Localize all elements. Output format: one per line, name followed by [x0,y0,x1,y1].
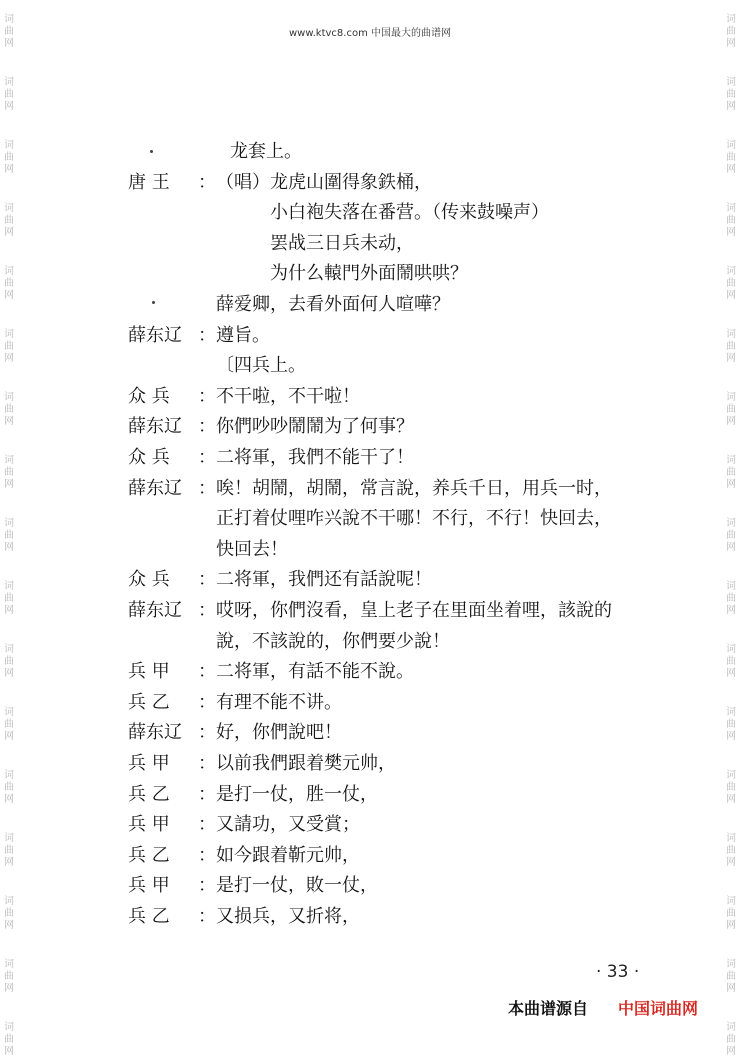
watermark-char: 网 [4,416,14,427]
watermark-char: 曲 [726,908,736,919]
watermark-char: 网 [4,857,14,868]
watermark-char: 网 [4,983,14,994]
speaker-name [128,381,216,413]
dialogue-line [0,564,740,596]
speck-mark [152,301,155,304]
dialogue-text: 遵旨。 [216,324,270,346]
continuation-text: 說，不該說的，你們要少說！ [216,630,450,652]
continuation-text: 薛爱卿，去看外面何人喧嘩？ [216,294,450,315]
watermark-char: 网 [4,542,14,553]
watermark-char: 词 [726,14,736,25]
watermark-char: 网 [4,38,14,49]
watermark-char: 曲 [726,467,736,478]
dialogue-text: 二将軍，有話不能不說。 [216,661,414,683]
watermark-char: 网 [4,731,14,742]
watermark-char: 词 [726,707,736,718]
speaker-name [128,595,216,627]
speaker-name [128,320,216,352]
watermark-char: 词 [4,266,14,277]
watermark-char: 词 [726,644,736,655]
speaker-colon: ： [198,385,216,407]
watermark-char: 网 [726,668,736,679]
speaker-colon: ： [198,447,216,468]
watermark-char: 词 [4,14,14,25]
watermark-char: 曲 [726,971,736,982]
speaker-name [128,656,216,688]
speaker-name [128,473,216,505]
speaker-colon: ： [198,722,216,744]
speaker-colon: ： [198,906,216,927]
speaker-label: 兵 甲 [128,814,170,836]
dialogue-text: 不干啦，不干啦！ [216,385,360,407]
speaker-name [128,687,216,719]
dialogue-text: 又請功，又受賞； [216,814,360,836]
speck-mark [150,150,153,153]
speaker-colon: ： [198,875,216,897]
dialogue-text: 二将軍，我們还有話說呢！ [216,569,432,591]
continuation-text: 小白袍失落在番营。（传来鼓噪声） [270,202,549,224]
page-number: · 33 · [596,962,640,982]
continuation-line [0,503,740,535]
dialogue-line [0,779,740,811]
speaker-name [128,167,216,199]
watermark-char: 曲 [726,656,736,667]
watermark-char: 曲 [726,26,736,37]
watermark-char: 词 [726,518,736,529]
dialogue-text: 如今跟着靳元帅， [216,844,360,866]
watermark-char: 曲 [726,530,736,541]
speaker-label: 薛东辽 [128,324,182,346]
watermark-char: 曲 [726,719,736,730]
watermark-char: 曲 [726,341,736,352]
continuation-line [0,258,740,290]
watermark-char: 网 [4,164,14,175]
speaker-label: 众 兵 [128,385,170,407]
continuation-text: 为什么轅門外面鬧哄哄？ [270,263,468,285]
speaker-label: 唐 王 [128,171,170,193]
watermark-char: 曲 [4,1034,14,1045]
watermark-char: 词 [4,203,14,214]
watermark-char: 词 [4,770,14,781]
watermark-char: 词 [726,833,736,844]
watermark-char: 网 [4,920,14,931]
watermark-char: 词 [726,392,736,403]
speaker-name [128,717,216,749]
watermark-char: 曲 [726,404,736,415]
watermark-char: 网 [4,668,14,679]
dialogue-line [0,595,740,627]
speaker-colon: ： [198,324,216,346]
dialogue-line [0,473,740,505]
watermark-char: 词 [726,266,736,277]
speaker-label: 兵 乙 [128,783,170,805]
dialogue-text: 是打一仗，胜一仗， [216,783,378,805]
watermark-char: 网 [726,983,736,994]
watermark-char: 网 [726,164,736,175]
speaker-name [128,870,216,902]
dialogue-line [0,442,740,474]
watermark-char: 曲 [726,782,736,793]
watermark-char: 网 [726,1046,736,1057]
watermark-char: 词 [4,896,14,907]
watermark-char: 词 [4,1022,14,1033]
continuation-line [0,626,740,658]
speaker-colon: ： [198,844,216,866]
watermark-char: 词 [4,140,14,151]
dialogue-text: 有理不能不讲。 [216,691,342,713]
watermark-char: 网 [726,38,736,49]
continuation-line [0,350,740,382]
speaker-label: 兵 乙 [128,844,170,866]
watermark-char: 网 [726,857,736,868]
watermark-char: 词 [4,959,14,970]
watermark-char: 曲 [726,593,736,604]
stage-direction-text: 龙套上。 [230,141,302,162]
watermark-char: 词 [726,140,736,151]
speaker-name [128,901,216,933]
watermark-char: 词 [4,392,14,403]
watermark-char: 网 [4,101,14,112]
dialogue-text: 又损兵，又折将， [216,906,360,927]
watermark-char: 曲 [4,278,14,289]
watermark-char: 词 [726,959,736,970]
watermark-char: 曲 [726,215,736,226]
watermark-char: 词 [4,581,14,592]
watermark-char: 词 [726,1022,736,1033]
continuation-line [0,289,740,321]
watermark-char: 曲 [4,404,14,415]
speaker-name [128,442,216,474]
watermark-char: 曲 [4,656,14,667]
footer-source-label: 本曲谱源自 [508,999,589,1018]
speaker-label: 兵 乙 [128,691,170,713]
footer-site-name: 中国词曲网 [618,999,699,1018]
speaker-name [128,779,216,811]
watermark-char: 词 [726,203,736,214]
watermark-char: 词 [4,707,14,718]
continuation-text: 〔四兵上。 [216,355,306,377]
dialogue-text: 以前我們跟着樊元帅， [216,753,396,774]
continuation-line [0,534,740,566]
dialogue-text: （唱）龙虎山圍得象鉄桶， [216,171,432,193]
dialogue-line [0,167,740,199]
watermark-char: 词 [726,77,736,88]
watermark-char: 曲 [4,593,14,604]
watermark-char: 曲 [4,341,14,352]
stage-direction [0,136,740,168]
dialogue-text: 好，你們說吧！ [216,722,342,744]
watermark-char: 曲 [4,971,14,982]
watermark-char: 网 [726,605,736,616]
speaker-colon: ： [198,600,216,621]
speaker-colon: ： [198,171,216,193]
dialogue-line [0,840,740,872]
speaker-label: 兵 甲 [128,875,170,897]
watermark-char: 词 [4,518,14,529]
watermark-char: 曲 [4,782,14,793]
watermark-char: 网 [726,416,736,427]
watermark-char: 曲 [4,467,14,478]
dialogue-line [0,717,740,749]
watermark-char: 曲 [4,908,14,919]
speaker-colon: ： [198,814,216,836]
continuation-text: 快回去！ [216,538,288,560]
watermark-char: 曲 [4,845,14,856]
speaker-colon: ： [198,416,216,438]
dialogue-line [0,411,740,443]
speaker-name [128,411,216,443]
watermark-char: 网 [4,794,14,805]
watermark-char: 词 [726,455,736,466]
speaker-name [128,748,216,780]
watermark-char: 网 [726,479,736,490]
continuation-text: 正打着仗哩咋兴說不干哪！不行，不行！快回去， [216,508,612,530]
watermark-char: 曲 [4,719,14,730]
speaker-label: 薛东辽 [128,600,182,621]
speaker-label: 众 兵 [128,569,170,591]
watermark-char: 网 [726,731,736,742]
dialogue-line [0,748,740,780]
speaker-label: 兵 甲 [128,661,170,683]
watermark-char: 网 [726,290,736,301]
speaker-label: 薛东辽 [128,722,182,744]
dialogue-text: 你們吵吵鬧鬧为了何事？ [216,416,414,438]
dialogue-line [0,687,740,719]
dialogue-line [0,870,740,902]
dialogue-line [0,381,740,413]
watermark-char: 曲 [726,152,736,163]
speaker-colon: ： [198,661,216,683]
speaker-colon: ： [198,783,216,805]
dialogue-line [0,656,740,688]
watermark-char: 词 [4,833,14,844]
watermark-char: 词 [4,455,14,466]
watermark-char: 词 [4,329,14,340]
header-site-url: www.ktvc8.com 中国最大的曲谱网 [288,28,451,39]
watermark-char: 网 [726,542,736,553]
watermark-char: 曲 [726,89,736,100]
dialogue-line [0,320,740,352]
speaker-colon: ： [198,753,216,774]
speaker-name [128,564,216,596]
speaker-name [128,809,216,841]
speaker-name [128,840,216,872]
watermark-char: 网 [726,920,736,931]
watermark-char: 网 [4,290,14,301]
watermark-char: 词 [4,77,14,88]
speaker-label: 薛东辽 [128,477,182,499]
continuation-text: 罢战三日兵未动， [270,232,414,254]
dialogue-text: 是打一仗，敗一仗， [216,875,378,897]
watermark-char: 曲 [726,278,736,289]
speaker-label: 兵 乙 [128,906,170,927]
dialogue-line [0,901,740,933]
watermark-char: 曲 [4,530,14,541]
watermark-char: 词 [4,644,14,655]
watermark-char: 网 [726,227,736,238]
speaker-label: 众 兵 [128,447,170,468]
watermark-char: 曲 [4,26,14,37]
watermark-char: 词 [726,896,736,907]
watermark-char: 词 [726,329,736,340]
dialogue-text: 哎呀，你們沒看，皇上老子在里面坐着哩，該說的 [216,600,612,621]
watermark-char: 网 [4,353,14,364]
speaker-colon: ： [198,569,216,591]
speaker-label: 薛东辽 [128,416,182,438]
dialogue-text: 二将軍，我們不能干了！ [216,447,414,468]
watermark-char: 曲 [4,89,14,100]
watermark-char: 网 [726,101,736,112]
watermark-char: 网 [4,479,14,490]
watermark-char: 网 [726,353,736,364]
watermark-char: 词 [726,770,736,781]
watermark-char: 曲 [4,152,14,163]
watermark-char: 曲 [726,845,736,856]
watermark-char: 网 [4,605,14,616]
watermark-char: 网 [726,794,736,805]
continuation-line [0,197,740,229]
speaker-colon: ： [198,477,216,499]
speaker-label: 兵 甲 [128,753,170,774]
watermark-char: 曲 [4,215,14,226]
watermark-char: 网 [4,1046,14,1057]
continuation-line [0,228,740,260]
dialogue-line [0,809,740,841]
watermark-char: 网 [4,227,14,238]
dialogue-text: 唉！胡鬧，胡鬧，常言說，养兵千日，用兵一时， [216,477,612,499]
watermark-char: 词 [726,581,736,592]
speaker-colon: ： [198,691,216,713]
watermark-char: 曲 [726,1034,736,1045]
